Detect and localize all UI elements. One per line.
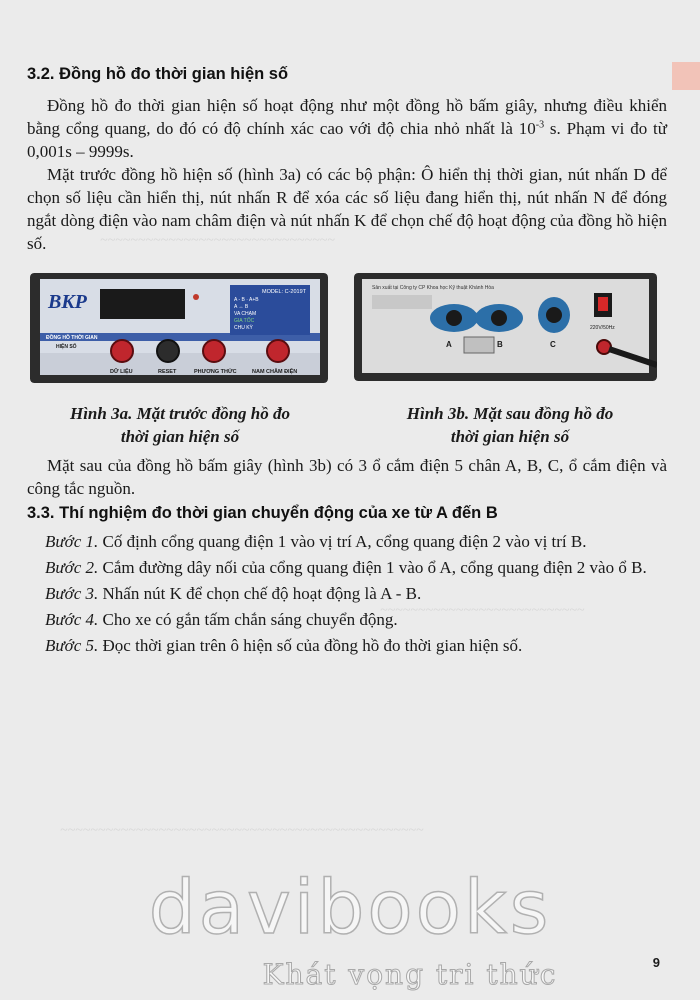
step-text: Cắm đường dây nối của cổng quang điện 1 vào ổ A, cổng quang điện 2 vào ổ B.: [98, 558, 647, 577]
reset-button: [157, 340, 179, 362]
page-number: 9: [652, 955, 660, 970]
step-label: Bước 4.: [45, 610, 99, 629]
mode-label: VA CHẠM: [234, 311, 257, 317]
caption-line: Hình 3a. Mặt trước đồng hồ đo: [69, 404, 291, 423]
button-label: PHƯƠNG THỨC: [194, 369, 237, 375]
mode-label: CHU KỲ: [234, 325, 253, 331]
paragraph: [27, 94, 667, 163]
paragraph: [27, 454, 667, 500]
step-label: Bước 1.: [45, 532, 99, 551]
caption-line: thời gian hiện số: [120, 427, 240, 446]
socket-label: A: [446, 340, 452, 349]
maker-label: Sản xuất tại Công ty CP Khoa học Kỹ thuật Khánh Hòa: [372, 285, 494, 291]
socket-label: C: [550, 340, 556, 349]
mode-label: GIA TỐC: [234, 318, 255, 324]
step-text: Cho xe có gắn tấm chắn sáng chuyển động.: [98, 610, 398, 629]
data-button: [111, 340, 133, 362]
power-switch: [598, 297, 608, 311]
figure-caption: [380, 402, 640, 448]
caption-line: thời gian hiện số: [450, 427, 570, 446]
step-item: [45, 556, 665, 579]
step-text: Cố định cổng quang điện 1 vào vị trí A, cổng quang điện 2 vào vị trí B.: [98, 532, 587, 551]
caption-line: Hình 3b. Mặt sau đồng hồ đo: [406, 404, 614, 423]
figure-caption: [50, 402, 310, 448]
step-item: [45, 634, 665, 657]
bleed-through-text: ~~~~~~~~~~~~~~~~~~~~~~~~~~~~~~~~~~~~~~~~~~~~~~~~: [60, 823, 424, 838]
paragraph-text: Mặt trước đồng hồ hiện số (hình 3a) có các bộ phận: Ô hiển thị thời gian, nút nhấn D để chọn số liệu cần hiển thị, nút nhấn R để xóa các số liệu đang hiển thị, nút nhấn N để đóng ngắt dòng điện vào nam châm điện và nút nhấn K để chọn chế độ hoạt động của đồng hồ hiện số.: [27, 165, 667, 253]
mode-button: [203, 340, 225, 362]
bleed-through-text: ~~~~~~~~~~~~~~~~~~~~~~~~~~~: [380, 603, 585, 618]
panel-title: HIỆN SỐ: [56, 344, 77, 350]
section-heading: 3.2. Đồng hồ đo thời gian hiện số: [27, 65, 289, 83]
button-label: DỮ LIỆU: [110, 369, 133, 375]
paragraph-text: Mặt sau của đồng hồ bấm giây (hình 3b) có 3 ổ cắm điện 5 chân A, B, C, ổ cắm điện và công tắc nguồn.: [27, 456, 667, 498]
button-label: RESET: [158, 369, 177, 375]
section-heading: 3.3. Thí nghiệm đo thời gian chuyển động của xe từ A đến B: [27, 504, 498, 522]
step-label: Bước 2.: [45, 558, 99, 577]
paragraph-text: s. Phạm vi đo từ 0,001s – 9999s.: [27, 119, 667, 161]
device-front-photo: [30, 273, 328, 383]
bleed-through-text: ~~~~~~~~~~~~~~~~~~~~~~~~~~~~~~~: [100, 233, 335, 248]
step-item: [45, 608, 665, 631]
brand-logo: BKP: [48, 291, 87, 313]
paragraph-text: Đồng hồ đo thời gian hiện số hoạt động như một đồng hồ bấm giây, nhưng điều khiển bằng cổng quang, do đó có độ chính xác cao với độ chia nhỏ nhất là 10: [27, 96, 667, 138]
watermark-tagline: Khát vọng tri thức: [262, 958, 558, 991]
watermark-logo: davibooks: [148, 865, 552, 951]
power-label: 220V/50Hz: [590, 325, 615, 331]
magnet-button: [267, 340, 289, 362]
step-label: Bước 3.: [45, 584, 99, 603]
step-item: [45, 530, 665, 553]
step-label: Bước 5.: [45, 636, 99, 655]
mode-label: A - B · A+B: [234, 297, 259, 303]
paragraph: [27, 163, 667, 255]
device-back-photo: [354, 273, 657, 381]
exponent: -3: [535, 119, 545, 131]
model-label: MODEL: C-2019T: [262, 289, 307, 295]
corner-tab: [672, 62, 700, 90]
step-text: Nhấn nút K để chọn chế độ hoạt động là A - B.: [98, 584, 422, 603]
step-text: Đọc thời gian trên ô hiện số của đồng hồ đo thời gian hiện số.: [98, 636, 523, 655]
step-item: [45, 582, 665, 605]
mode-label: A ↔ B: [234, 304, 249, 310]
socket-label: B: [497, 340, 503, 349]
button-label: NAM CHÂM ĐIỆN: [252, 369, 298, 375]
panel-title: ĐỒNG HỒ THỜI GIAN: [46, 335, 98, 341]
